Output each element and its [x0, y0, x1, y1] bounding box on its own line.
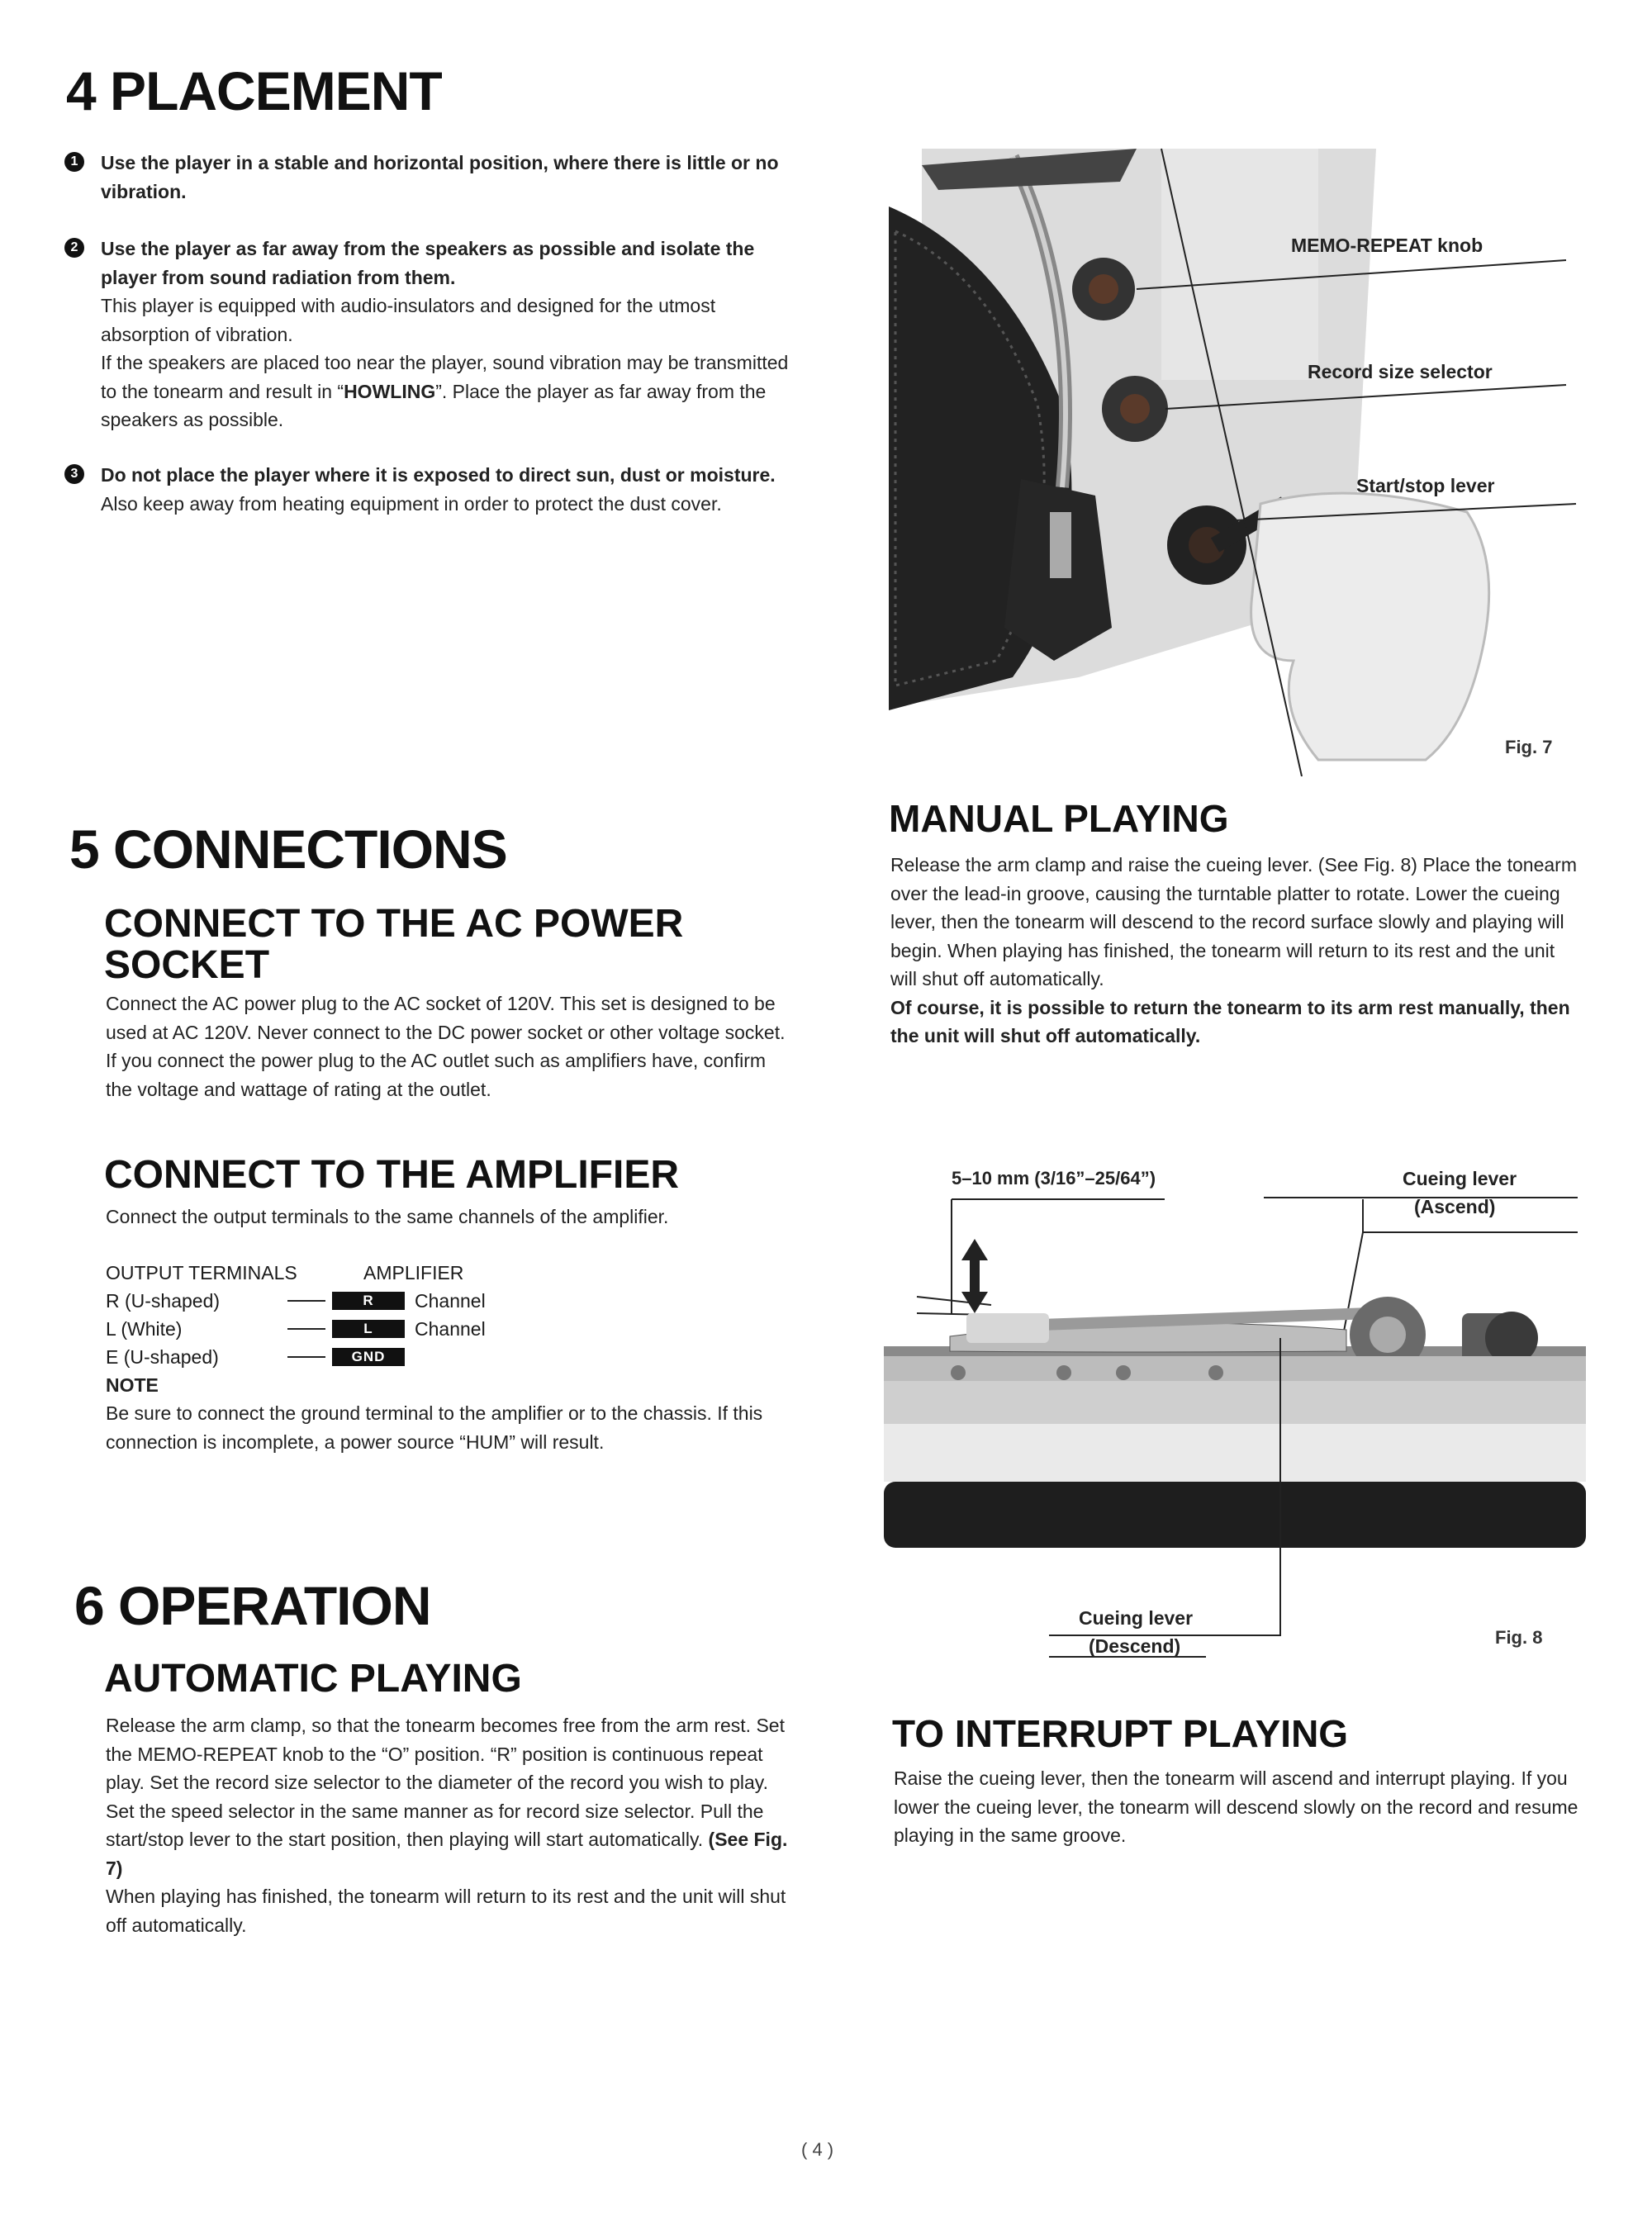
channel-tag-l: L [332, 1320, 405, 1338]
item-number-2: 2 [64, 238, 84, 258]
interrupt-playing-heading: TO INTERRUPT PLAYING [892, 1712, 1349, 1755]
placement-item-3-heading: Do not place the player where it is exposed to direct sun, dust or moisture. [101, 464, 776, 486]
ascend-label: (Ascend) [1414, 1196, 1496, 1217]
automatic-playing-text: Release the arm clamp, so that the tonearm becomes free from the arm rest. Set the MEMO-REPEAT knob to the “O” position. “R” position is continuous repeat play. Set the record size selector to the diameter of the record you wish to play. Set the speed selector in the same manner as for record size selector. Pull the start/stop lever to the start position, then playing will start automatically. (See Fig. 7) When playing has finished, the tonearm will return to its rest and the unit will shut off automatically. [106, 1711, 796, 1939]
manual-playing-text [890, 851, 1581, 1051]
section-6-title: 6 OPERATION [74, 1575, 431, 1636]
automatic-playing-end: When playing has finished, the tonearm will return to its rest and the unit will shut off automatically. [106, 1886, 786, 1936]
note-label: NOTE [106, 1374, 159, 1396]
record-size-selector-label: Record size selector [1308, 361, 1493, 382]
terminal-row-e [106, 1343, 796, 1371]
page-number: ( 4 ) [801, 2139, 834, 2160]
fig8-turntable-side-view [884, 1189, 1586, 1685]
placement-item-3 [101, 461, 791, 518]
cueing-lever-descend-label: Cueing lever [1079, 1607, 1194, 1629]
section-4-title: 4 PLACEMENT [66, 60, 442, 121]
placement-item-3-text: Also keep away from heating equipment in order to protect the dust cover. [101, 492, 722, 515]
fig7-caption: Fig. 7 [1505, 737, 1553, 757]
ac-power-text: Connect the AC power plug to the AC socket of 120V. This set is designed to be used at AC 120V. Never connect to the DC power socket or other voltage socket. If you connect the power plug to the AC outlet such as amplifiers have, confirm the voltage and wattage of rating at the outlet. [106, 993, 786, 1100]
placement-item-2-text-1: This player is equipped with audio-insulators and designed for the utmost absorption of vibration. [101, 295, 716, 345]
placement-item-2-heading: Use the player as far away from the speakers as possible and isolate the player from sound radiation from them. [101, 238, 755, 288]
terminal-row-r [106, 1287, 796, 1315]
manual-playing-steps: Release the arm clamp and raise the cueing lever. (See Fig. 8) Place the tonearm over the lead-in groove, causing the turntable platter to rotate. Lower the cueing lever, then the tonearm will descend to the record surface slowly and playing will begin. When playing has finished, the tonearm will return to its rest and the unit will shut off automatically. [890, 854, 1577, 989]
placement-item-1: Use the player in a stable and horizontal position, where there is little or no vibration. [101, 152, 779, 202]
section-5-title: 5 CONNECTIONS [69, 818, 507, 880]
channel-l-text: Channel [415, 1317, 486, 1340]
placement-item-2 [101, 235, 791, 434]
fig8-caption: Fig. 8 [1495, 1627, 1543, 1648]
interrupt-playing-text: Raise the cueing lever, then the tonearm will ascend and interrupt playing. If you lower the cueing lever, the tonearm will descend slowly on the record and resume playing in the same groove. [894, 1767, 1578, 1846]
manual-playing-heading: MANUAL PLAYING [889, 797, 1229, 840]
col-amplifier: AMPLIFIER [363, 1261, 464, 1283]
terminal-table [106, 1259, 796, 1371]
descend-label: (Descend) [1089, 1635, 1181, 1657]
manual-playing-return: Of course, it is possible to return the tonearm to its arm rest manually, then the unit will shut off automatically. [890, 996, 1570, 1046]
howling-term: HOWLING [344, 380, 436, 402]
channel-r-text: Channel [415, 1289, 486, 1312]
terminal-l-label: L (White) [106, 1317, 183, 1340]
start-stop-lever-label: Start/stop lever [1356, 475, 1495, 496]
terminal-row-l [106, 1315, 796, 1343]
note-text: Be sure to connect the ground terminal to the amplifier or to the chassis. If this connection is incomplete, a power source “HUM” will result. [106, 1402, 763, 1453]
channel-tag-gnd: GND [332, 1348, 405, 1366]
fig7-turntable-photo [889, 132, 1583, 776]
placement-item-2-text-2: If the speakers are placed too near the player, sound vibration may be transmitted to the tonearm and result in “HOWLING”. Place the player as far away from the speakers as possible. [101, 352, 789, 430]
memo-repeat-knob-label: MEMO-REPEAT knob [1291, 235, 1483, 256]
terminal-table-header [106, 1259, 796, 1287]
amplifier-text: Connect the output terminals to the same channels of the amplifier. [106, 1206, 669, 1227]
fig7-reference: (See Fig. 7) [106, 1829, 788, 1879]
channel-tag-r: R [332, 1292, 405, 1310]
terminal-e-label: E (U-shaped) [106, 1345, 219, 1368]
automatic-playing-heading: AUTOMATIC PLAYING [104, 1657, 522, 1701]
fig8-dimension-label: 5–10 mm (3/16”–25/64”) [952, 1168, 1156, 1189]
terminal-r-label: R (U-shaped) [106, 1289, 221, 1312]
ac-power-heading: CONNECT TO THE AC POWER SOCKET [104, 902, 684, 987]
col-output-terminals: OUTPUT TERMINALS [106, 1261, 297, 1283]
amplifier-heading: CONNECT TO THE AMPLIFIER [104, 1153, 679, 1197]
item-number-3: 3 [64, 464, 84, 484]
cueing-lever-ascend-label: Cueing lever [1403, 1168, 1517, 1189]
item-number-1: 1 [64, 152, 84, 172]
